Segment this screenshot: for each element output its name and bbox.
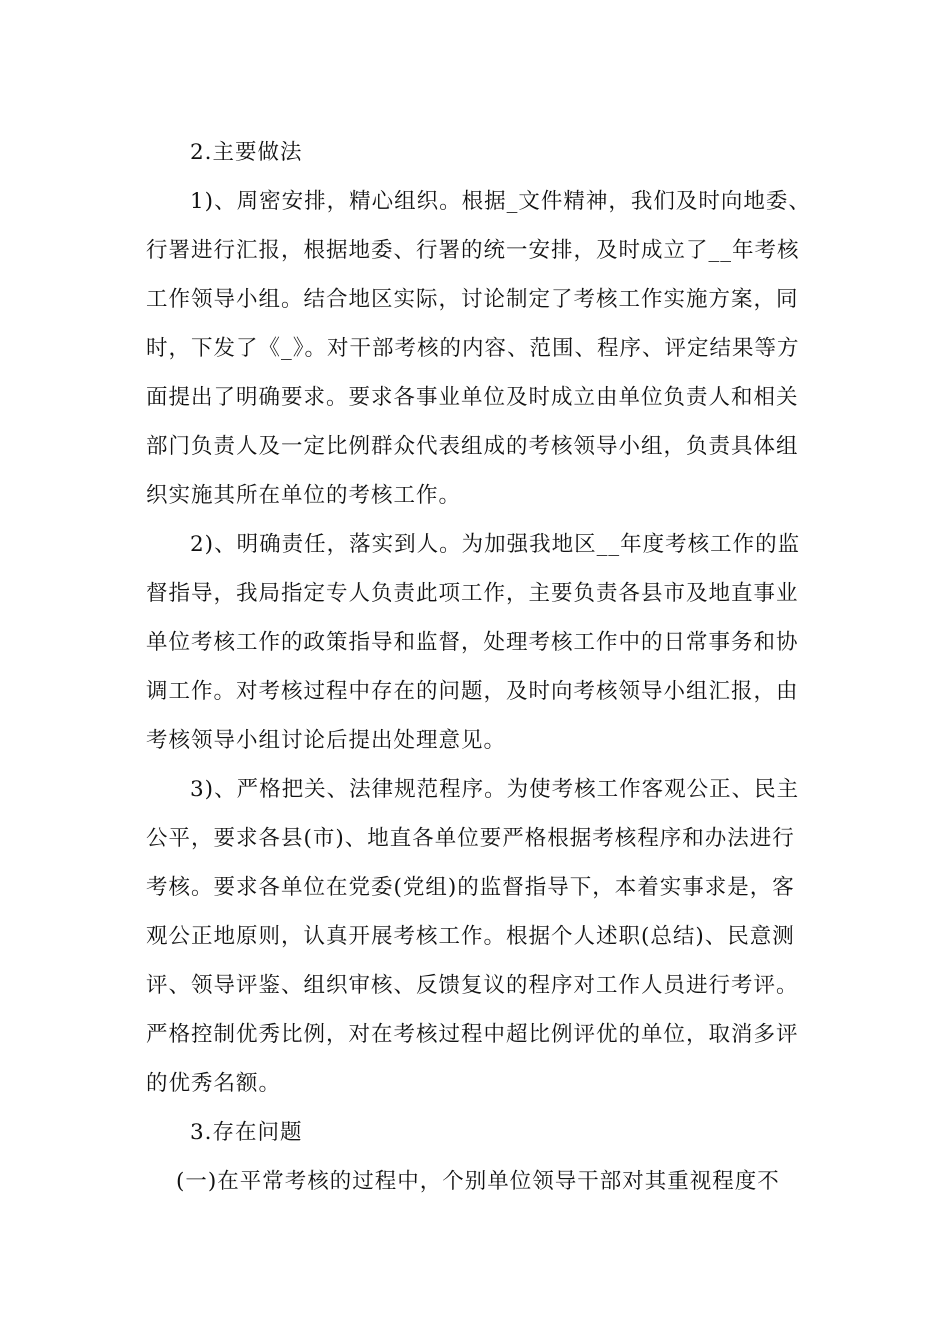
paragraph-3-line-3: 考核。要求各单位在党委(党组)的监督指导下，本着实事求是，客 xyxy=(146,875,795,900)
paragraph-1-line-3: 工作领导小组。结合地区实际，讨论制定了考核工作实施方案，同 xyxy=(146,287,799,312)
paragraph-1-line-7: 织实施其所在单位的考核工作。 xyxy=(146,483,462,508)
paragraph-3-line-2: 公平，要求各县(市)、地直各单位要严格根据考核程序和办法进行 xyxy=(146,826,795,851)
paragraph-1-line-5: 面提出了明确要求。要求各事业单位及时成立由单位负责人和相关 xyxy=(146,385,799,410)
paragraph-3-line-7: 的优秀名额。 xyxy=(146,1071,282,1096)
paragraph-2-line-1: 2)、明确责任，落实到人。为加强我地区__年度考核工作的监 xyxy=(190,532,801,557)
paragraph-3-line-6: 严格控制优秀比例，对在考核过程中超比例评优的单位，取消多评 xyxy=(146,1022,799,1047)
paragraph-2-line-2: 督指导，我局指定专人负责此项工作，主要负责各县市及地直事业 xyxy=(146,581,799,606)
document-body xyxy=(146,128,810,1206)
paragraph-1-line-6: 部门负责人及一定比例群众代表组成的考核领导小组，负责具体组 xyxy=(146,434,799,459)
paragraph-2-line-4: 调工作。对考核过程中存在的问题，及时向考核领导小组汇报，由 xyxy=(146,679,799,704)
paragraph-2-line-3: 单位考核工作的政策指导和监督，处理考核工作中的日常事务和协 xyxy=(146,630,799,655)
heading-existing-problems: 3.存在问题 xyxy=(190,1120,303,1145)
paragraph-1-line-1: 1)、周密安排，精心组织。根据_文件精神，我们及时向地委、 xyxy=(190,189,811,214)
heading-main-practices: 2.主要做法 xyxy=(190,140,303,165)
paragraph-3-line-5: 评、领导评鉴、组织审核、反馈复议的程序对工作人员进行考评。 xyxy=(146,973,799,998)
paragraph-2-line-5: 考核领导小组讨论后提出处理意见。 xyxy=(146,728,507,753)
paragraph-3-line-4: 观公正地原则，认真开展考核工作。根据个人述职(总结)、民意测 xyxy=(146,924,795,949)
paragraph-1-line-4: 时，下发了《_》。对干部考核的内容、范围、程序、评定结果等方 xyxy=(146,336,800,361)
paragraph-3-line-1: 3)、严格把关、法律规范程序。为使考核工作客观公正、民主 xyxy=(190,777,800,802)
paragraph-4-line-1: (一)在平常考核的过程中，个别单位领导干部对其重视程度不 xyxy=(176,1169,780,1194)
paragraph-1-line-2: 行署进行汇报，根据地委、行署的统一安排，及时成立了__年考核 xyxy=(146,238,800,263)
